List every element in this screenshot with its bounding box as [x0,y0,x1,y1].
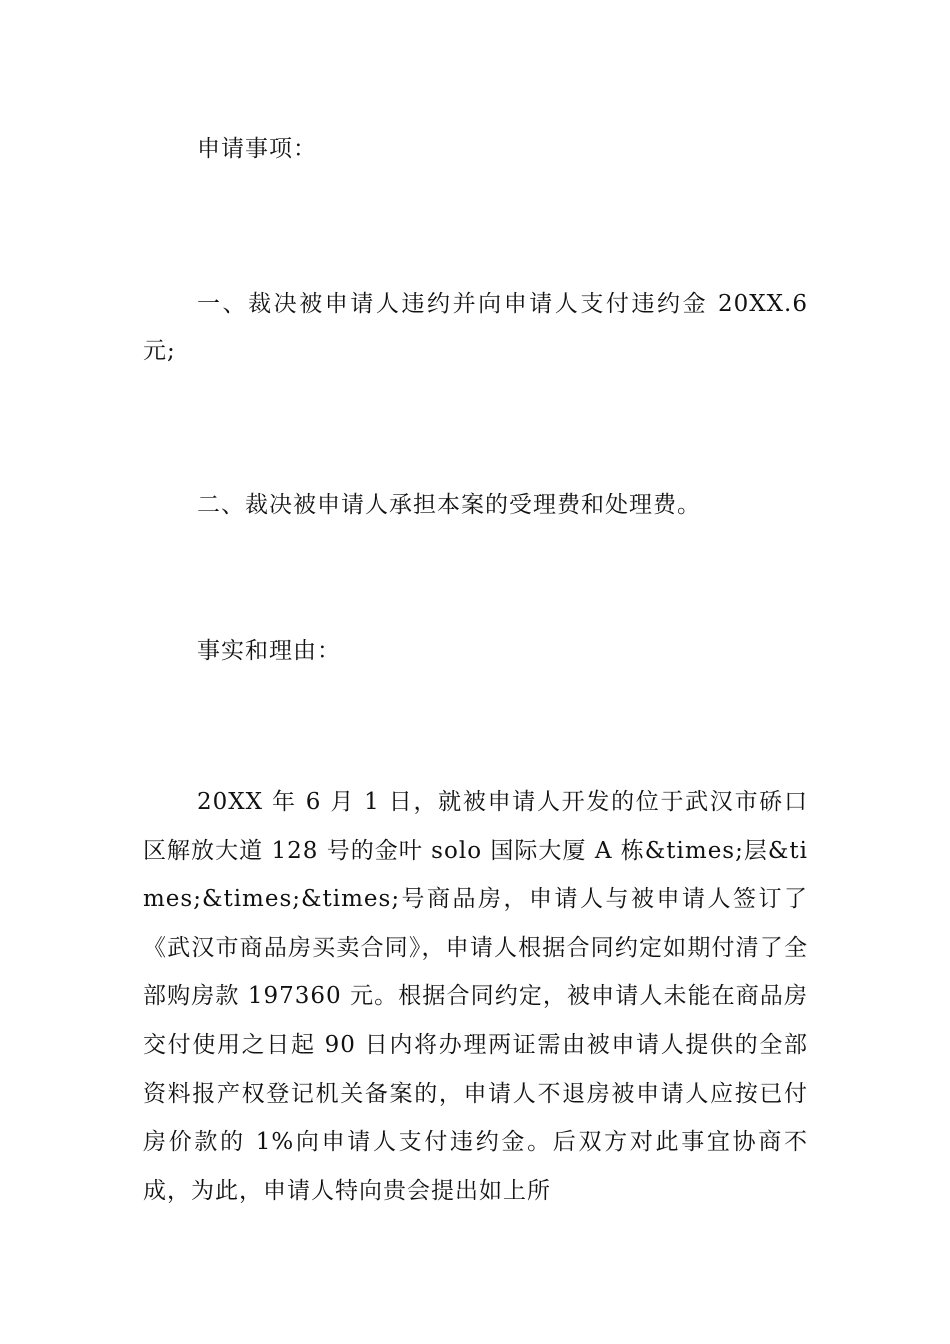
section-heading-claims: 申请事项： [197,136,317,162]
facts-paragraph: 20XX 年 6 月 1 日，就被申请人开发的位于武汉市硚口区解放大道 128 号的金叶 solo 国际大厦 A 栋&times;层&times;&times;&times;号商品房，申请人与被申请人签订了《武汉市商品房买卖合同》，申请人根据合同约定如期付清了全部购房款 197360 元。根据合同约定，被申请人未能在商品房交付使用之日起 90 日内将办理两证需由被申请人提供的全部资料报产权登记机关备案的，申请人不退房被申请人应按已付房价款的 1%向申请人支付违约金。后双方对此事宜协商不成，为此，申请人特向贵会提出如上所 [143,789,808,1204]
section-heading-facts: 事实和理由： [197,638,341,664]
claim-item-2: 二、裁决被申请人承担本案的受理费和处理费。 [197,492,701,518]
claim-item-1: 一、裁决被申请人违约并向申请人支付违约金 20XX.6 元; [143,291,808,364]
